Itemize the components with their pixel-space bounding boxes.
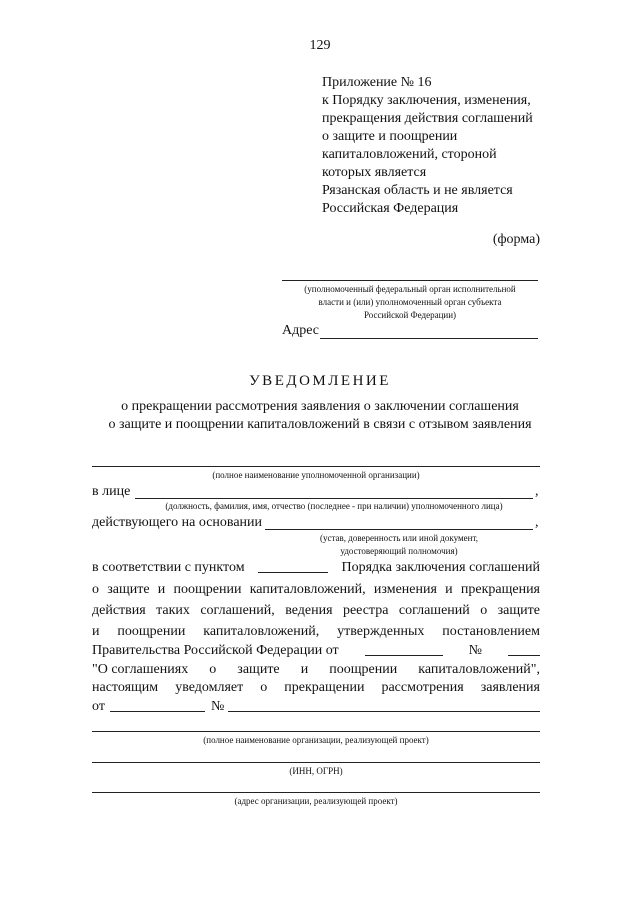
annex-line: капиталовложений, стороной: [322, 147, 497, 162]
basis-comma: ,: [535, 515, 539, 530]
body-word: ведения: [285, 603, 333, 618]
body-line-5: [92, 643, 540, 659]
body-word: поощрении: [329, 662, 398, 677]
body-word: изменения: [373, 582, 437, 597]
body-word: капиталовложений,: [203, 624, 320, 639]
basis-caption: (устав, доверенность или иной документ,: [320, 533, 478, 543]
body-word: уведомляет: [175, 680, 244, 695]
body-word: и: [445, 582, 453, 597]
body-word: защите: [237, 662, 280, 677]
document-title: УВЕДОМЛЕНИЕ: [249, 373, 391, 389]
body-word: соглашений,: [200, 603, 275, 618]
decree-number-blank[interactable]: [508, 643, 540, 656]
body-word: защите: [107, 582, 150, 597]
body-word: о: [209, 662, 217, 677]
document-subtitle: о прекращении рассмотрения заявления о заключении соглашения: [121, 399, 519, 414]
body-line-6: [92, 662, 540, 678]
annex-line: которых является: [322, 165, 427, 180]
annex-line: к Порядку заключения, изменения,: [322, 93, 531, 108]
address-line[interactable]: [320, 338, 538, 339]
body-word: постановлением: [442, 624, 540, 639]
body-word: о: [260, 680, 268, 695]
body-line-2: [92, 582, 540, 598]
body-word: заявления: [480, 680, 540, 695]
body-word: "О соглашениях: [92, 662, 189, 677]
recipient-line[interactable]: [282, 280, 538, 281]
annex-line: о защите и поощрении: [322, 129, 458, 144]
body-word: о: [92, 582, 99, 597]
recipient-caption: власти и (или) уполномоченный орган субъекта: [318, 297, 502, 307]
body-word: прекращения: [460, 582, 540, 597]
number-sign: №: [211, 699, 225, 714]
recipient-caption: Российской Федерации): [363, 310, 457, 320]
body-text: Правительства Российской Федерации от: [92, 643, 339, 658]
body-word: утвержденных: [337, 624, 425, 639]
annex-line: Российская Федерация: [322, 201, 459, 216]
point-number-blank[interactable]: [258, 560, 328, 573]
person-prefix: в лице: [92, 484, 131, 499]
project-org-line[interactable]: [92, 731, 540, 732]
body-word: поощрении: [117, 624, 186, 639]
body-word: таких: [156, 603, 190, 618]
body-word: настоящим: [92, 680, 159, 695]
recipient-caption: (уполномоченный федеральный орган исполнительной: [304, 284, 516, 294]
application-number-line[interactable]: [228, 711, 540, 712]
body-word: и: [92, 624, 100, 639]
page-number: 129: [309, 38, 331, 53]
form-label: (форма): [492, 232, 540, 247]
org-name-caption: (полное наименование уполномоченной организации): [212, 470, 420, 480]
body-word: капиталовложений",: [418, 662, 540, 677]
body-line-4: [92, 624, 540, 640]
body-word: и: [300, 662, 309, 677]
body-word: действия: [92, 603, 146, 618]
org-name-line[interactable]: [92, 466, 540, 467]
inn-ogrn-line[interactable]: [92, 762, 540, 763]
body-word: поощрении: [173, 582, 242, 597]
person-caption: (должность, фамилия, имя, отчество (последнее - при наличии) уполномоченного лица): [165, 501, 503, 511]
number-sign: №: [468, 643, 482, 658]
decree-date-blank[interactable]: [365, 643, 443, 656]
annex-line: Рязанская область и не является: [322, 183, 513, 198]
from-label: от: [92, 699, 105, 714]
body-word: защите: [497, 603, 540, 618]
project-org-caption: (полное наименование организации, реализующей проект): [203, 735, 429, 745]
body-word: капиталовложений,: [249, 582, 366, 597]
annex-line: прекращения действия соглашений: [322, 111, 533, 126]
body-line-7: [92, 680, 540, 696]
body-word: соглашений: [398, 603, 470, 618]
body-word: о: [480, 603, 488, 618]
body-line-3: [92, 603, 540, 619]
body-text: в соответствии с пунктом: [92, 560, 245, 575]
basis-prefix: действующего на основании: [92, 515, 263, 530]
body-word: реестра: [342, 603, 389, 618]
address-label: Адрес: [282, 323, 320, 338]
person-comma: ,: [535, 484, 539, 499]
body-line-1: [92, 560, 540, 576]
project-address-line[interactable]: [92, 792, 540, 793]
body-word: рассмотрения: [381, 680, 464, 695]
body-word: и: [157, 582, 166, 597]
application-date-line[interactable]: [110, 711, 205, 712]
inn-ogrn-caption: (ИНН, ОГРН): [289, 766, 343, 776]
project-address-caption: (адрес организации, реализующей проект): [234, 796, 398, 806]
basis-line[interactable]: [265, 529, 533, 530]
basis-caption: удостоверяющий полномочия): [340, 546, 458, 556]
person-line[interactable]: [135, 498, 533, 499]
body-text: Порядка заключения соглашений: [341, 560, 540, 575]
body-word: прекращении: [284, 680, 365, 695]
document-subtitle: о защите и поощрении капиталовложений в связи с отзывом заявления: [108, 417, 532, 432]
annex-line: Приложение № 16: [322, 75, 432, 90]
